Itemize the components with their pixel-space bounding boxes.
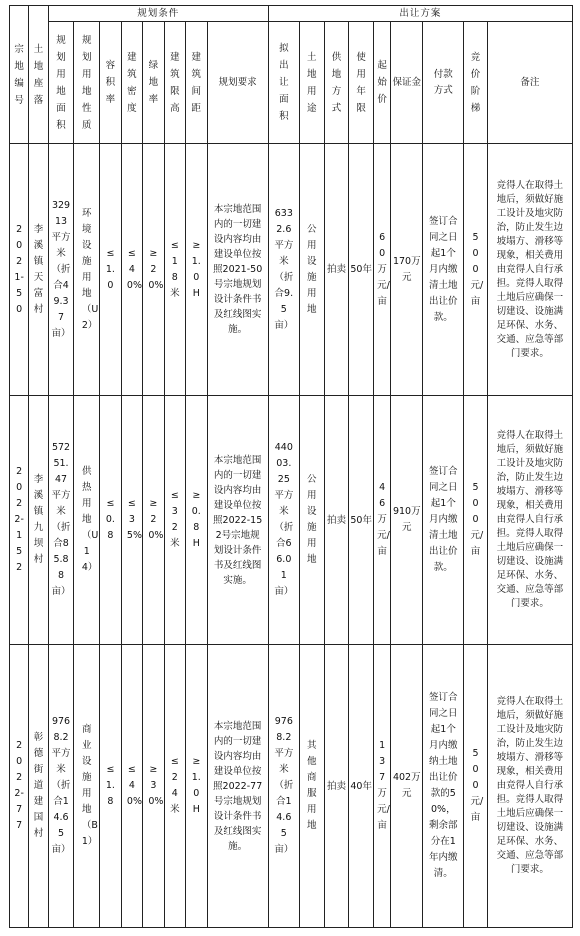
land-transfer-table — [9, 5, 573, 928]
cell-far: ≤1.0 — [100, 144, 121, 396]
cell-start-price: 46万元/亩 — [374, 396, 391, 645]
cell-payment: 签订合同之日起1个月内缴清土地出让价款。 — [423, 396, 464, 645]
cell-increment: 500元/亩 — [464, 396, 488, 645]
cell-plan-use: 供热用地（U14） — [74, 396, 100, 645]
cell-spacing: ≥1.0H — [186, 144, 207, 396]
cell-parcel-no: 2021-50 — [10, 144, 29, 396]
header-remarks: 备注 — [487, 22, 572, 144]
cell-deposit: 910万元 — [391, 396, 423, 645]
header-years: 使用年限 — [349, 22, 374, 144]
header-height: 建筑限高 — [164, 22, 185, 144]
cell-spacing: ≥0.8H — [186, 396, 207, 645]
cell-start-price: 60万元/亩 — [374, 144, 391, 396]
cell-years: 40年 — [349, 645, 374, 928]
cell-spacing: ≥1.0H — [186, 645, 207, 928]
cell-offer-area: 44003.25平方米（折合66.01亩） — [268, 396, 299, 645]
header-method: 供地方式 — [324, 22, 349, 144]
cell-green: ≥20% — [143, 396, 164, 645]
cell-payment: 签订合同之日起1个月内缴清土地出让价款。 — [423, 144, 464, 396]
cell-requirement: 本宗地范围内的一切建设内容均由建设单位按照2022-77号宗地规划设计条件书及红线图实施。 — [207, 645, 268, 928]
cell-increment: 500元/亩 — [464, 144, 488, 396]
cell-plan-area: 32913平方米（折合49.37亩） — [48, 144, 74, 396]
cell-years: 50年 — [349, 144, 374, 396]
header-requirement: 规划要求 — [207, 22, 268, 144]
cell-remarks: 竞得人在取得土地后，须做好施工设计及地灾防治，防止发生边坡塌方、滑移等现象，相关费用由竞得人自行承担。竞得人取得土地后应确保一切建设、设施满足环保、水务、交通、应急等部门要求。 — [487, 645, 572, 928]
cell-density: ≤40% — [121, 144, 142, 396]
cell-plan-use: 商业设施用地（B1） — [74, 645, 100, 928]
cell-remarks: 竞得人在取得土地后，须做好施工设计及地灾防治，防止发生边坡塌方、滑移等现象，相关费用由竞得人自行承担。竞得人取得土地后应确保一切建设、设施满足环保、水务、交通、应急等部门要求。 — [487, 144, 572, 396]
cell-location: 彰德街道建国村 — [29, 645, 48, 928]
cell-far: ≤0.8 — [100, 396, 121, 645]
cell-plan-use: 环境设施用地（U2） — [74, 144, 100, 396]
cell-land-use: 公用设施用地 — [299, 144, 324, 396]
table-row — [10, 645, 573, 928]
cell-method: 拍卖 — [324, 396, 349, 645]
cell-remarks: 竞得人在取得土地后，须做好施工设计及地灾防治，防止发生边坡塌方、滑移等现象，相关费用由竞得人自行承担。竞得人取得土地后应确保一切建设、设施满足环保、水务、交通、应急等部门要求。 — [487, 396, 572, 645]
cell-land-use: 其他商服用地 — [299, 645, 324, 928]
cell-parcel-no: 2022-77 — [10, 645, 29, 928]
header-payment: 付款方式 — [423, 22, 464, 144]
cell-requirement: 本宗地范围内的一切建设内容均由建设单位按照2022-152号宗地规划设计条件书及红线图实施。 — [207, 396, 268, 645]
header-spacing: 建筑间距 — [186, 22, 207, 144]
header-start-price: 起始价 — [374, 22, 391, 144]
header-offer-area: 拟出让面积 — [268, 22, 299, 144]
table-row — [10, 396, 573, 645]
header-green: 绿地率 — [143, 22, 164, 144]
cell-offer-area: 9768.2平方米（折合14.65亩） — [268, 645, 299, 928]
header-location: 土地座落 — [29, 6, 48, 144]
cell-increment: 500元/亩 — [464, 645, 488, 928]
cell-height: ≤32米 — [164, 396, 185, 645]
cell-deposit: 170万元 — [391, 144, 423, 396]
cell-density: ≤35% — [121, 396, 142, 645]
cell-years: 50年 — [349, 396, 374, 645]
cell-method: 拍卖 — [324, 144, 349, 396]
cell-green: ≥20% — [143, 144, 164, 396]
header-increment: 竞价阶梯 — [464, 22, 488, 144]
cell-parcel-no: 2022-152 — [10, 396, 29, 645]
cell-requirement: 本宗地范围内的一切建设内容均由建设单位按照2021-50号宗地规划设计条件书及红线图实施。 — [207, 144, 268, 396]
group-header-plan: 规划条件 — [48, 6, 268, 22]
table-row — [10, 144, 573, 396]
cell-density: ≤40% — [121, 645, 142, 928]
cell-green: ≥30% — [143, 645, 164, 928]
cell-plan-area: 57251.47平方米（折合85.88亩） — [48, 396, 74, 645]
group-header-offer: 出让方案 — [268, 6, 572, 22]
cell-deposit: 402万元 — [391, 645, 423, 928]
cell-location: 李溪镇天富村 — [29, 144, 48, 396]
cell-method: 拍卖 — [324, 645, 349, 928]
cell-offer-area: 6332.6平方米（折合9.5亩） — [268, 144, 299, 396]
cell-start-price: 137万元/亩 — [374, 645, 391, 928]
cell-height: ≤24米 — [164, 645, 185, 928]
header-deposit: 保证金 — [391, 22, 423, 144]
header-parcel-no: 宗地编号 — [10, 6, 29, 144]
header-far: 容积率 — [100, 22, 121, 144]
cell-payment: 签订合同之日起1个月内缴纳土地出让价款的50%，剩余部分在1年内缴清。 — [423, 645, 464, 928]
cell-far: ≤1.8 — [100, 645, 121, 928]
cell-land-use: 公用设施用地 — [299, 396, 324, 645]
header-land-use: 土地用途 — [299, 22, 324, 144]
header-plan-area: 规划用地面积 — [48, 22, 74, 144]
cell-plan-area: 9768.2平方米（折合14.65亩） — [48, 645, 74, 928]
cell-height: ≤18米 — [164, 144, 185, 396]
cell-location: 李溪镇九坝村 — [29, 396, 48, 645]
header-plan-use: 规划用地性质 — [74, 22, 100, 144]
header-density: 建筑密度 — [121, 22, 142, 144]
